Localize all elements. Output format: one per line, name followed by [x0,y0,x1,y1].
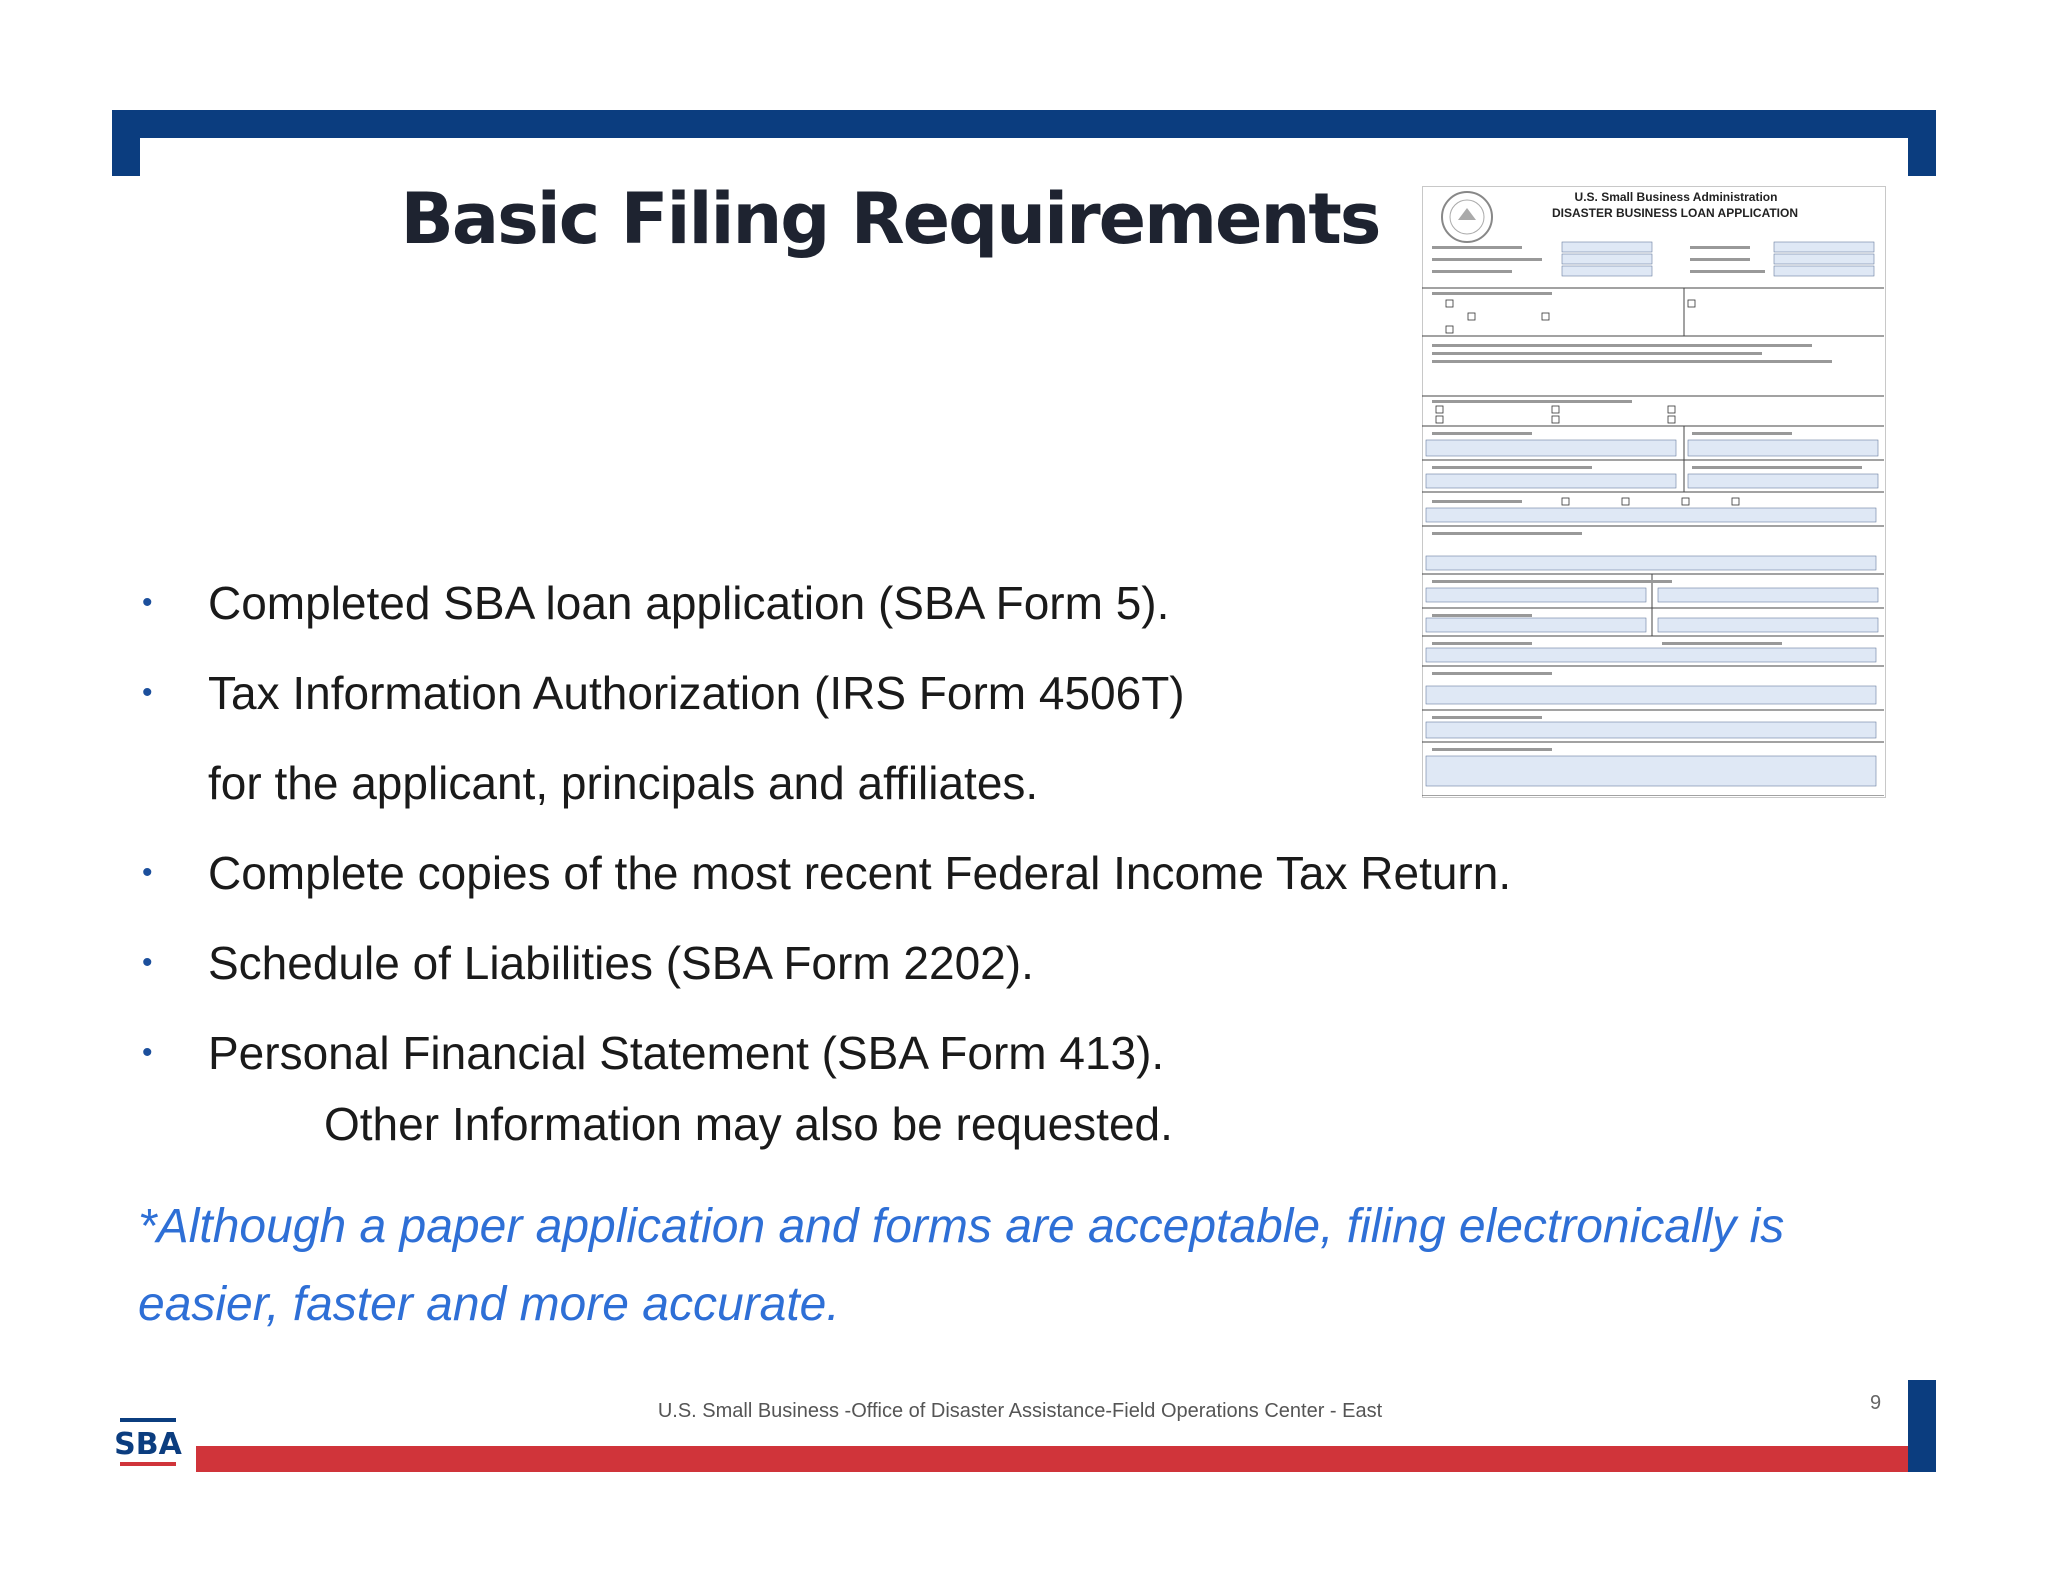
slide-frame-right [1908,110,1936,176]
sba-logo [112,1414,184,1470]
bullet-text: Completed SBA loan application (SBA Form 5). [208,577,1170,629]
footer-text: U.S. Small Business -Office of Disaster Assistance-Field Operations Center - East [657,1400,1383,1422]
bullet-text: Complete copies of the most recent Federal Income Tax Return. [208,847,1512,899]
list-item [138,1008,1698,1098]
slide-frame-left [112,110,140,176]
bullet-icon: • [142,946,153,979]
footer-bar-notch [1908,1446,1936,1472]
list-item [138,918,1698,1008]
bullet-text: Personal Financial Statement (SBA Form 413). [208,1027,1165,1079]
form-agency: U.S. Small Business Administration [1574,190,1778,204]
list-item [138,558,1698,648]
form-title: DISASTER BUSINESS LOAN APPLICATION [1551,206,1799,220]
svg-text:SBA: SBA [114,1427,182,1462]
bullet-icon: • [142,1036,153,1069]
list-item [138,828,1698,918]
bullet-icon: • [142,856,153,889]
bullet-icon: • [142,586,153,619]
bullet-continuation: for the applicant, principals and affiliates. [208,757,1039,809]
slide-title: Basic Filing Requirements [400,178,1380,260]
other-information: Other Information may also be requested. [324,1098,1173,1150]
bullet-text: Schedule of Liabilities (SBA Form 2202). [208,937,1034,989]
list-item [138,648,1698,738]
electronic-filing-note: *Although a paper application and forms are acceptable, filing electronically is easier, faster and more accurate. [138,1200,1785,1331]
requirements-list [138,558,1698,1098]
bullet-icon: • [142,676,153,709]
slide-frame-top [112,110,1936,138]
bullet-text: Tax Information Authorization (IRS Form 4506T) [208,667,1185,719]
page-number: 9 [1870,1392,1882,1414]
footer-red-bar [196,1446,1908,1472]
